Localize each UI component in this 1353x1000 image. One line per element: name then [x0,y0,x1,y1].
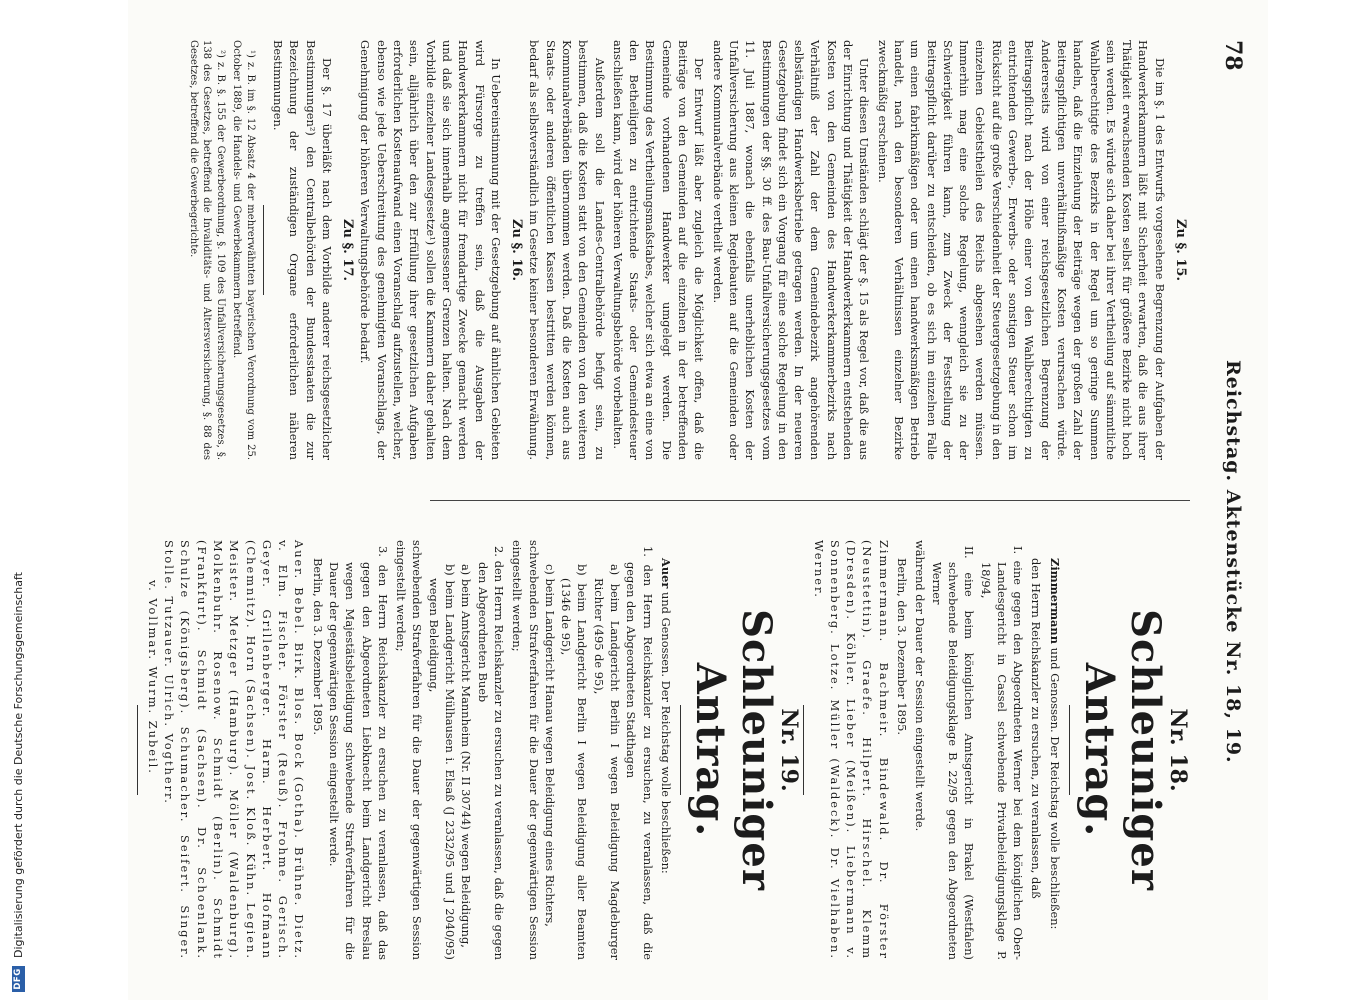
motion-date: Berlin, den 3. Dezember 1895. [310,558,325,736]
motion-subitem: b) beim Landgericht Mülhausen i. Elsaß (J 2332/95 und J 2040/95) wegen Beleidigung, [426,564,458,960]
left-column [150,40,1190,460]
rotated-page-content [128,0,1268,1000]
section-rule [803,705,804,795]
footnote-1: ¹) z. B. im §. 12 Absatz 4 der mehrerwähnten bayerischen Verordnung vom 25. October 1889, die Handels- und Gewerbekammern betreffend. [231,40,256,460]
document-number-18: Nr. 18. [1165,708,1191,792]
title-rule [680,705,681,795]
motion-lead: den Herrn Reichskanzler zu ersuchen, zu veranlassen, daß [1029,558,1044,899]
signatories-19-end: v. Vollmar. Wurm. Zubeil. [145,580,160,775]
section-heading-15: Zu §. 15. [1173,219,1188,281]
end-rule [137,705,138,795]
signatories-19: Auer. Bebel. Birk. Blos. Bock (Gotha). Brühne. Dietz. v. Elm. Fischer. Förster (Reuß). Frohme. Gerisch. Geyer. Grillenberger. Harm. Herbert. Hofmann (Chemnitz). Horn (Sachsen). Jost. Kloß. Kühn. Legien. Meister. Metzger (Hamburg). Möller (Waldenburg). Molkenbuhr. Rosenow. Schmidt (Berlin). Schmidt (Frankfurt). Schmidt (Sachsen). Dr. Schoenlank. Schulze (Königsberg). Schumacher. Seifert. Singer. Stolle. Tutzauer. Ulrich. Vogtherr. [162,540,307,960]
motion-subitem: c) beim Landgericht Hanau wegen Beleidigung eines Richters, [542,564,557,927]
signatories-18: Zimmermann. Bachmeir. Bindewald. Dr. Förster (Neustettin). Graefe. Hilpert. Hirschel. Klemm (Dresden). Köhler. Lieber (Meißen). Liebermann v. Sonnenberg. Lotze. Müller (Waldeck). Dr. Vielhaben. Werner. [811,540,891,960]
dfg-logo-icon: DFG [12,966,25,992]
intro-text: und Genossen. Der Reichstag wolle beschließen: [658,588,673,874]
motion-item: 1. den Herrn Reichskanzler zu ersuchen, zu veranlassen, daß die gegen den Abgeordneten Stadthagen [624,546,655,960]
scanned-page [38,0,1353,1000]
paragraph: In Uebereinstimmung mit der Gesetzgebung auf ähnlichen Gebieten wird Fürsorge zu treffen sein, daß die Ausgaben der Handwerkerkammern nicht für fremdartige Zwecke gemacht werden und daß sie sich innerhalb angemessener Grenzen halten. Nach dem Vorbilde einzelner Landesgesetze¹) sollen die Kammern daher gehalten sein, alljährlich über den zur Erfüllung ihrer gesetzlichen Aufgaben erforderlichen Kostenaufwand einen Voranschlag aufzustellen, welcher, ebenso wie jede Ueberschreitung des genehmigten Voranschlags, der Genehmigung der höheren Verwaltungsbehörde bedarf. [358,40,503,460]
proposer-name: Auer [658,558,673,589]
motion-tail: schwebenden Strafverfahren für die Dauer der gegenwärtigen Session eingestellt werden; [394,540,425,960]
motion-intro-19 [658,540,674,960]
document-number-19: Nr. 19. [776,708,803,792]
right-column [145,540,1191,960]
section-heading-17: Zu §. 17. [340,219,356,281]
paragraph: Der §. 17 überläßt nach dem Vorbilde anderer reichsgesetzlicher Bestimmungen²) den Centralbehörden der Bundesstaaten die zur Bezeichnung der zuständigen Organe erforderlichen näheren Bestimmungen. [270,40,334,460]
footnote-2: ²) z. B. §. 155 der Gewerbeordnung, §. 109 des Unfallversicherungsgesetzes, §. 138 des Gesetzes, betreffend die Invaliditäts- und Altersversicherung, §. 88 des Gesetzes, betreffend die Gewerbegerichte. [187,40,226,460]
paragraph: Außerdem soll die Landes-Centralbehörde befugt sein, zu bestimmen, daß die Kosten statt von den Gemeinden von den weiteren Kommunalverbänden übernommen werden. Daß die Kosten auch aus Staats- oder anderen öffentlichen Kassen bestritten werden können, bedarf als selbstverständlich im Gesetze keiner besonderen Erwähnung. [527,40,607,460]
page-number: 78 [1220,40,1246,71]
digitization-footer [0,0,36,1000]
footnote-rule [263,205,264,295]
motion-item: 3. den Herrn Reichskanzler zu ersuchen zu veranlassen, daß das gegen den Abgeordneten Liebknecht beim Landgericht Breslau wegen Majestätsbeleidigung schwebende Strafverfahren für die Dauer der gegenwärtigen Session eingestellt werde. [327,546,390,960]
motion-title-19: Schleuniger Antrag. [686,609,780,891]
motion-item: 2. den Herrn Reichskanzler zu ersuchen zu veranlassen, daß die gegen den Abgeordneten Bueb [475,546,506,960]
running-head: Reichstag. Aktenstücke Nr. 18, 19. [1222,360,1244,764]
motion-subitem: a) beim Amtsgericht Mannheim (Nr. II 30744) wegen Beleidigung, [459,564,474,948]
motion-tail: schwebenden Strafverfahren für die Dauer der gegenwärtigen Session eingestellt werden; [510,540,541,960]
motion-tail: während der Dauer der Session eingestellt werde. [913,540,928,832]
paragraph: Der Entwurf läßt aber zugleich die Möglichkeit offen, daß die Beiträge von den Gemeinden auf die einzelnen in der betreffenden Gemeinde vorhandenen Handwerker umgelegt werden. Die Bestimmung des Vertheilungsmaßstabes, welcher sich etwa an eine von den Betheiligten zu entrichtende Staats- oder Gemeindesteuer anschließen kann, wird der höheren Verwaltungsbehörde vorbehalten. [610,40,707,460]
motion-item: I. eine gegen den Abgeordneten Werner bei dem königlichen Ober-Landesgericht in Cassel schwebende Privatbeleidigungsklage P. 18/94, [978,546,1026,960]
title-rule [1069,705,1070,795]
motion-item: II. eine beim königlichen Amtsgericht in Brakel (Westfalen) schwebende Beleidigungsklage B. 22/95 gegen den Abgeordneten Werner [929,546,977,960]
motion-date: Berlin, den 3. Dezember 1895. [895,558,910,736]
section-heading-16: Zu §. 16. [509,219,525,281]
paragraph: Unter diesen Umständen schlägt der §. 15 als Regel vor, daß die aus der Einrichtung und Thätigkeit der Handwerkerkammern entstehenden Kosten von den Gemeinden des Handwerkerkammerbezirks nach Verhältniß der Zahl der dem Gemeindebezirk angehörenden selbständigen Handwerksbetriebe getragen werden. In der neueren Gesetzgebung findet sich ein Vorgang für eine solche Regelung in den Bestimmungen der §§. 30 ff. des Bau-Unfallversicherungsgesetzes vom 11. Juli 1887, wonach die ebenfalls unerheblichen Kosten der Unfallversicherung aus kleinen Regiebauten auf die Gemeinden oder andere Kommunalverbände vertheilt werden. [710,40,872,460]
intro-text: und Genossen. Der Reichstag wolle beschließen: [1047,644,1062,930]
proposer-name: Zimmermann [1047,558,1062,644]
motion-title-18: Schleuniger Antrag. [1075,609,1169,891]
funding-credit: Digitalisierung gefördert durch die Deutsche Forschungsgemeinschaft [12,572,25,958]
motion-subitem: a) beim Landgericht Berlin I wegen Beleidigung Magdeburger Richter (495 de 95), [591,564,623,960]
column-divider [430,500,1190,501]
motion-subitem: b) beim Landgericht Berlin I wegen Beleidigung aller Beamten (1346 de 95), [559,564,590,960]
paragraph: Die im §. 1 des Entwurfs vorgesehene Begrenzung der Aufgaben der Handwerkerkammern läßt mit Sicherheit erwarten, daß die aus ihrer Thätigkeit erwachsenden Kosten selbst für größere Bezirke nicht hoch sein werden. Es würde sich daher bei ihrer Vertheilung auf sämmtliche Wahlberechtigte des Bezirks in der Regel um so geringe Summen handeln, daß die Einziehung der Beiträge wegen der großen Zahl der Beitragspflichtigen unverhältnißmäßige Kosten verursachen würde. Andererseits wird von einer reichsgesetzlichen Begrenzung der Beitragspflicht nach der Höhe einer von den Wahlberechtigten zu entrichtenden Gewerbe-, Erwerbs- oder sonstigen Steuer schon im Rücksicht auf die große Verschiedenheit der Steuergesetzgebung in den einzelnen Gebietstheilen des Reichs abgesehen werden müssen. Immerhin mag eine solche Regelung, wenngleich sie zu der Schwierigkeit führen kann, zum Zweck der Feststellung der Beitragspflicht darüber zu entscheiden, ob es sich im einzelnen Falle um einen fabrikmäßigen oder um einen handwerksmäßigen Betrieb handelt, nach den besonderen Verhältnissen einzelner Bezirke zweckmäßig erscheinen. [875,40,1167,460]
motion-intro-18 [1046,540,1062,960]
page-header [1208,40,1248,970]
